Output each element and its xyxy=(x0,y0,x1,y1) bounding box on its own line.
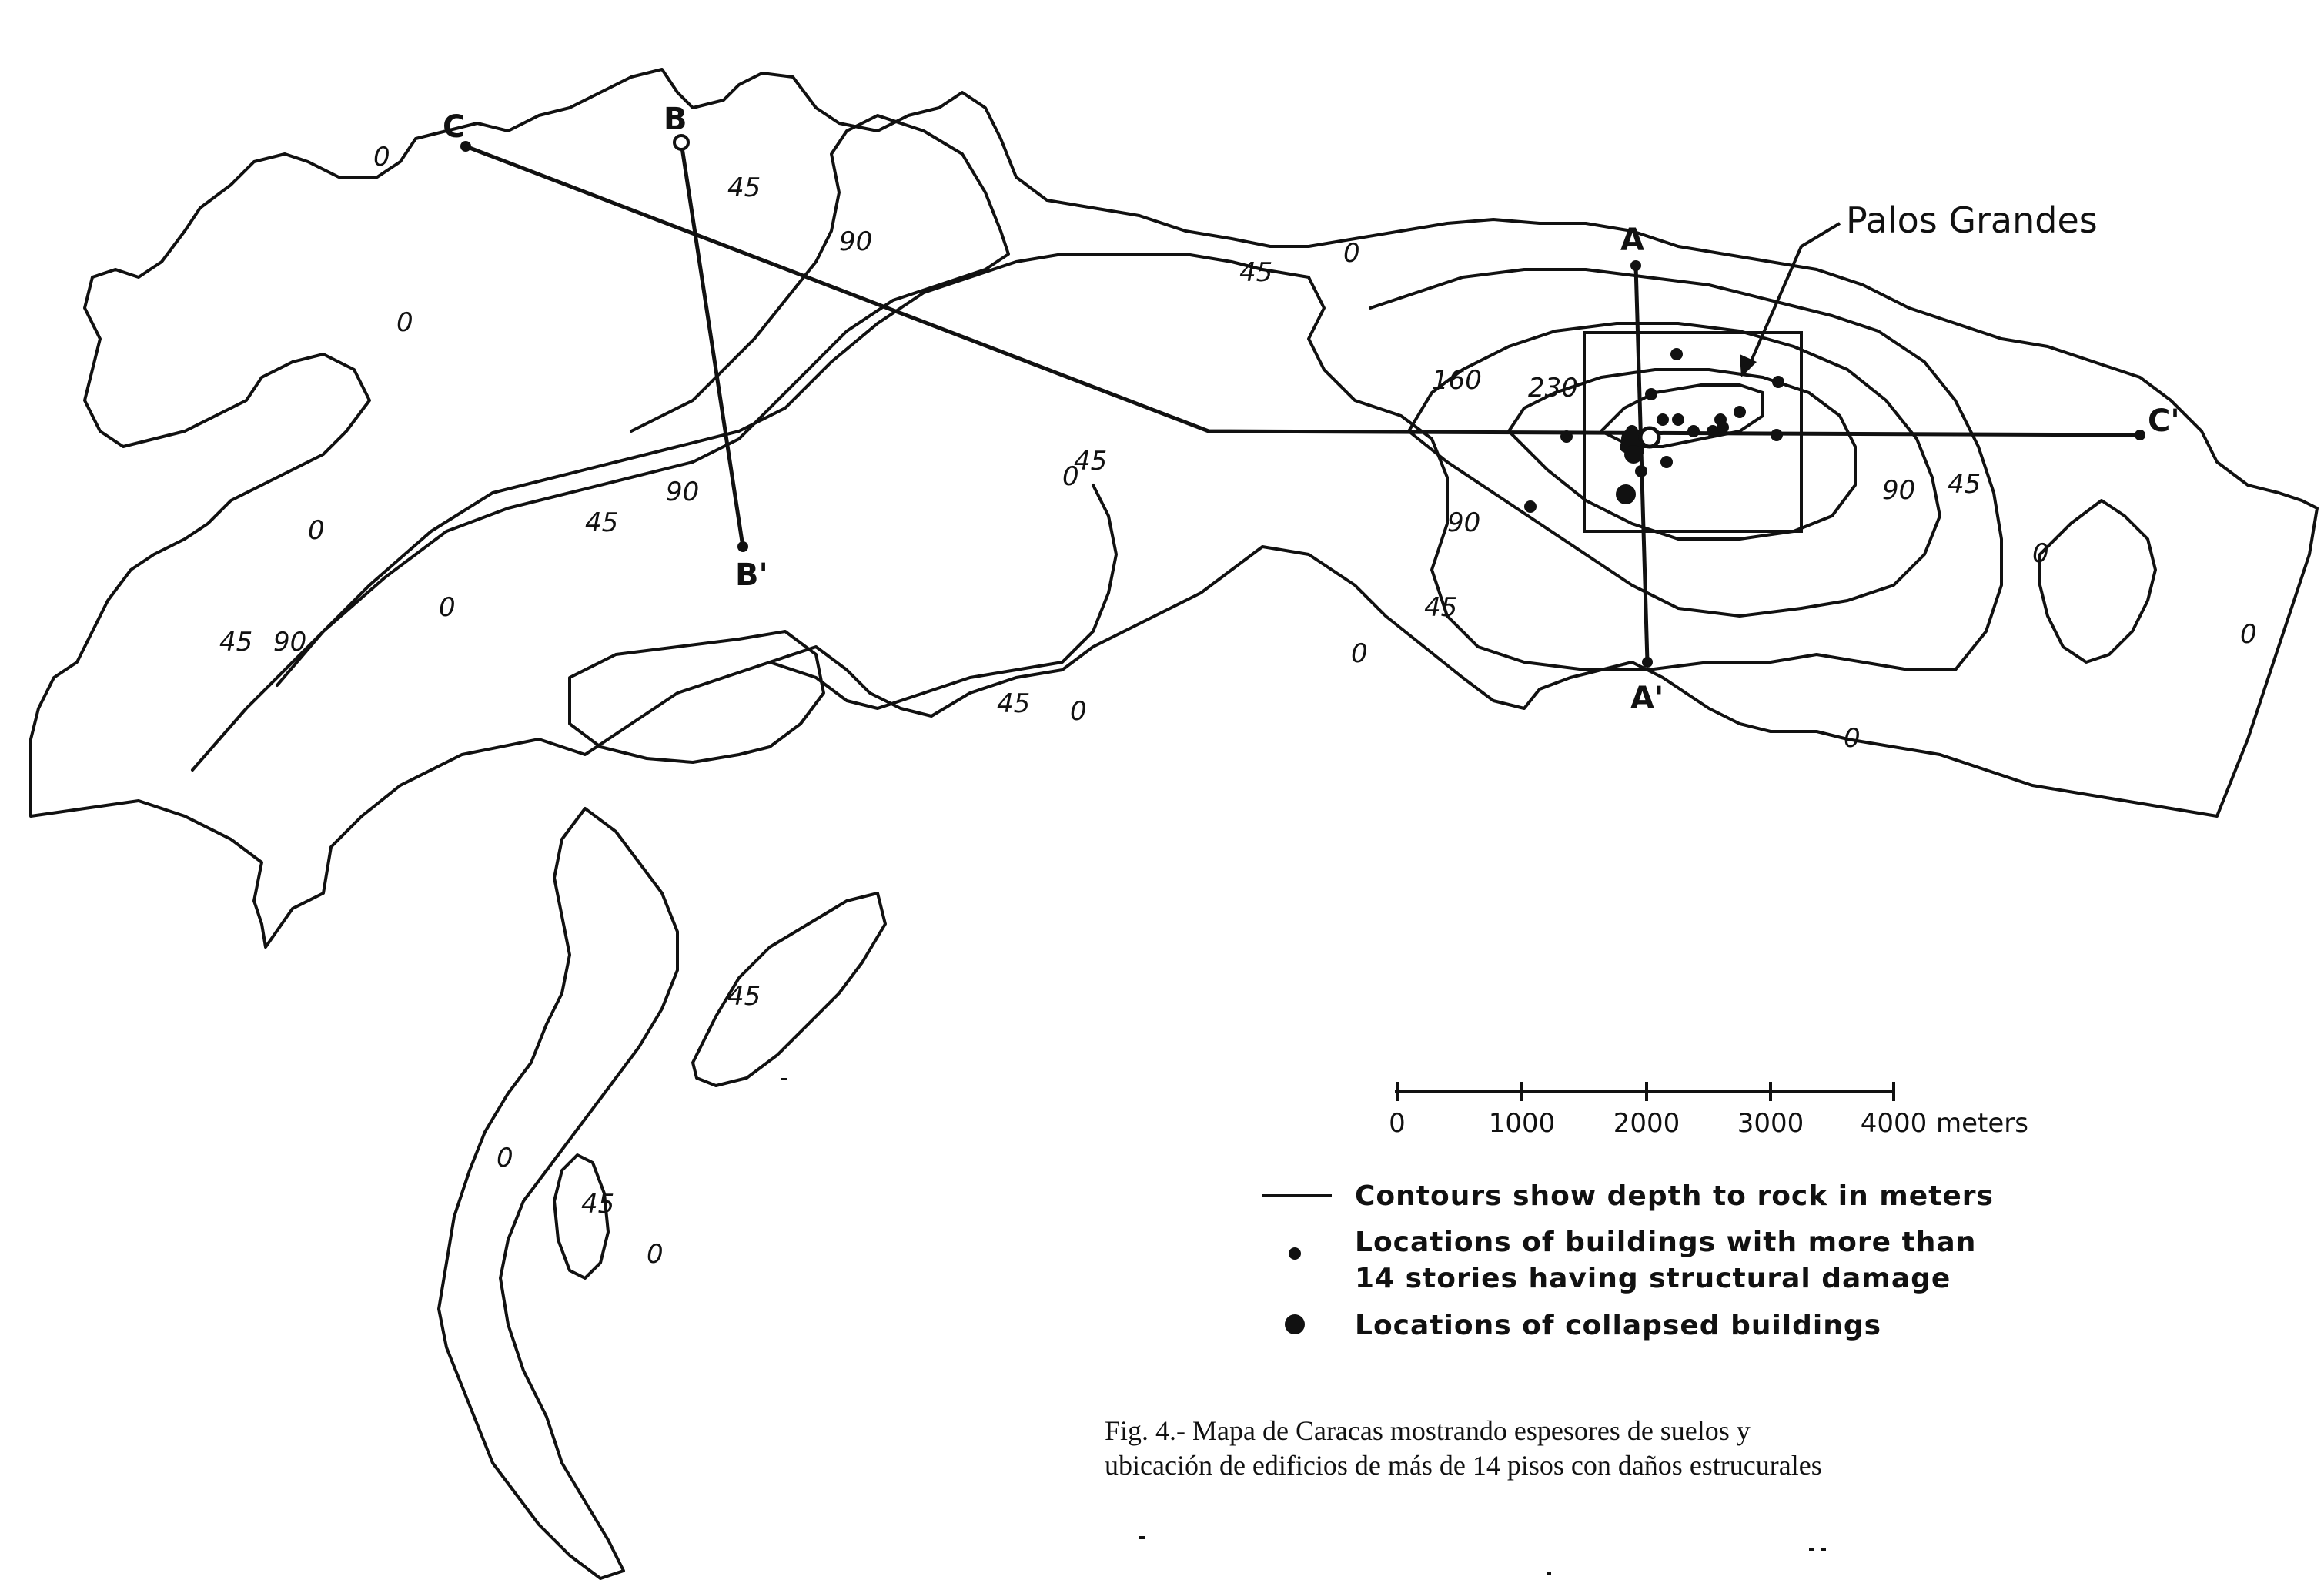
contour-label-0: 0 xyxy=(1070,696,1087,727)
damaged-building-marker xyxy=(1687,425,1700,437)
section-c-start-label: C xyxy=(443,109,466,145)
scale-tick-label: 1000 xyxy=(1488,1108,1556,1139)
damaged-building-marker xyxy=(1672,413,1684,426)
section-line-c xyxy=(466,146,2140,435)
section-a-end-label: A' xyxy=(1630,681,1664,716)
damaged-building-marker xyxy=(1670,348,1683,360)
contour-label-45: 45 xyxy=(997,688,1031,719)
legend-damaged-symbol xyxy=(1289,1247,1301,1260)
scale-tick-label: 4000 xyxy=(1860,1108,1928,1139)
damaged-building-marker xyxy=(1635,465,1647,477)
section-line-a xyxy=(1636,266,1647,662)
contour-label-90: 90 xyxy=(273,627,307,658)
contour-label-0: 0 xyxy=(396,307,413,338)
scale-tick-label: 3000 xyxy=(1737,1108,1804,1139)
contour-label-0: 0 xyxy=(1351,638,1368,669)
section-b-start-label: B xyxy=(664,102,687,137)
contour-label-0: 0 xyxy=(647,1239,664,1270)
contour-45-lower xyxy=(770,485,1116,708)
contour-label-45: 45 xyxy=(581,1189,615,1220)
damaged-building-marker xyxy=(1560,430,1573,443)
contour-labels xyxy=(219,142,2257,1270)
palos-grandes-label: Palos Grandes xyxy=(1846,199,2098,241)
contour-label-45: 45 xyxy=(727,981,761,1012)
scale-tick-label: 2000 xyxy=(1613,1108,1680,1139)
contour-0-mid-peninsula xyxy=(570,631,824,762)
damaged-building-marker xyxy=(1771,429,1783,441)
damaged-building-marker xyxy=(1524,500,1537,513)
legend-collapsed-text: Locations of collapsed buildings xyxy=(1355,1310,1882,1341)
figure-caption-line1: Fig. 4.- Mapa de Caracas mostrando espesores de suelos y xyxy=(1105,1415,1751,1446)
damaged-building-marker xyxy=(1717,421,1729,433)
section-a-start-point xyxy=(1630,260,1641,271)
contour-label-0: 0 xyxy=(439,592,456,623)
legend xyxy=(1262,1180,1994,1341)
section-a-end-point xyxy=(1642,657,1653,668)
contour-label-0: 0 xyxy=(308,515,325,546)
contour-label-45: 45 xyxy=(1239,257,1273,288)
damaged-building-marker xyxy=(1734,406,1746,418)
legend-collapsed-symbol xyxy=(1285,1314,1305,1334)
contour-label-45: 45 xyxy=(585,507,619,538)
contour-0-south-lobe xyxy=(439,808,677,1578)
figure-caption-line2: ubicación de edificios de más de 14 pisos con daños estrucurales xyxy=(1105,1450,1822,1481)
legend-damaged-text-line1: Locations of buildings with more than xyxy=(1355,1227,1977,1258)
contour-label-45: 45 xyxy=(1948,469,1981,500)
contour-label-0: 0 xyxy=(497,1143,513,1173)
scale-unit-label: meters xyxy=(1936,1108,2028,1139)
section-b-start-point xyxy=(674,136,688,149)
contour-label-0: 0 xyxy=(373,142,390,172)
scale-bar xyxy=(1389,1082,2028,1139)
contour-label-90: 90 xyxy=(839,226,873,257)
contour-label-90: 90 xyxy=(666,477,700,507)
collapsed-building-marker xyxy=(1616,484,1636,504)
section-b-end-label: B' xyxy=(735,557,768,593)
legend-contours-text: Contours show depth to rock in meters xyxy=(1355,1180,1994,1212)
contour-label-90: 90 xyxy=(1882,475,1916,506)
collapsed-buildings xyxy=(1616,428,1659,504)
section-c-end-point xyxy=(2135,430,2145,440)
contour-label-45: 45 xyxy=(219,627,253,658)
section-c-end-label: C' xyxy=(2148,403,2180,439)
damaged-building-marker xyxy=(1660,456,1673,468)
contour-label-45: 45 xyxy=(1424,592,1458,623)
contour-label-230: 230 xyxy=(1528,373,1578,403)
contour-label-0: 0 xyxy=(2240,619,2257,650)
contour-label-45: 45 xyxy=(727,172,761,203)
collapsed-building-marker xyxy=(1640,428,1659,447)
contour-label-90: 90 xyxy=(1447,507,1481,538)
contour-label-45: 45 xyxy=(1074,446,1108,477)
damaged-building-marker xyxy=(1657,413,1669,426)
contour-label-0: 0 xyxy=(1343,238,1360,269)
section-a-start-label: A xyxy=(1620,223,1644,258)
contour-0-east-island xyxy=(2040,500,2155,662)
section-b-end-point xyxy=(737,541,748,552)
contour-label-0: 0 xyxy=(1844,723,1861,754)
legend-damaged-text-line2: 14 stories having structural damage xyxy=(1355,1263,1951,1294)
damaged-building-marker xyxy=(1645,388,1657,400)
contour-90-east xyxy=(1409,323,1940,616)
contour-45-south-oval xyxy=(693,893,885,1086)
collapsed-building-marker xyxy=(1624,445,1643,464)
contour-label-0: 0 xyxy=(2032,538,2049,569)
scale-tick-label: 0 xyxy=(1389,1108,1406,1139)
contour-90-main xyxy=(277,115,1008,685)
contour-label-160: 160 xyxy=(1432,365,1482,396)
damaged-building-marker xyxy=(1772,376,1784,388)
contour-label-0: 0 xyxy=(1062,461,1079,492)
